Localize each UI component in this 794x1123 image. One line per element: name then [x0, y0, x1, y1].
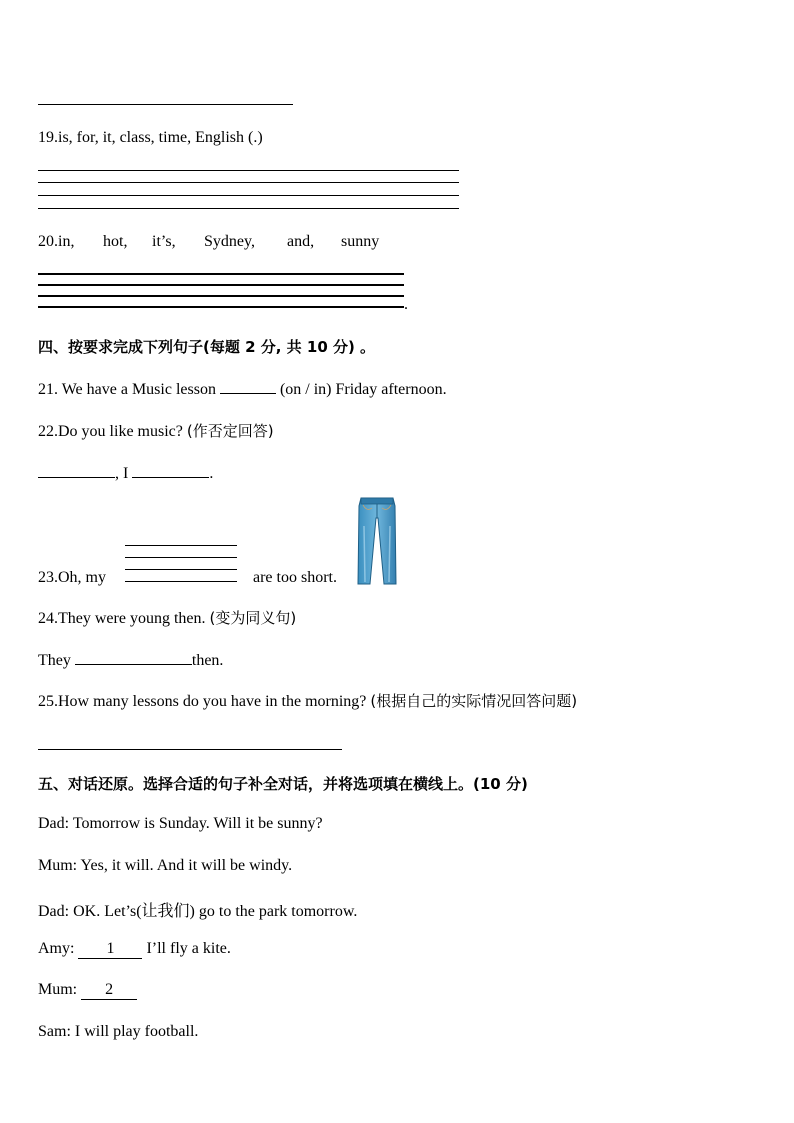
answer-line — [38, 273, 404, 275]
answer-line-18[interactable] — [38, 104, 293, 105]
q21-blank[interactable] — [220, 378, 276, 394]
utterance: OK. Let’s(让我们) go to the park tomorrow. — [73, 903, 358, 920]
answer-line — [125, 581, 237, 582]
dialogue-line — [38, 981, 137, 1000]
q25-hint: (根据自己的实际情况回答问题) — [370, 692, 578, 710]
q22-end: . — [209, 465, 214, 482]
question-19: 19.is, for, it, class, time, English (.) — [38, 129, 263, 146]
q21-post: (on / in) Friday afternoon. — [279, 381, 447, 398]
word: it’s, — [152, 233, 176, 250]
dialogue-line — [38, 940, 231, 959]
q22-comma: , — [115, 465, 119, 482]
q22-blank-2[interactable] — [132, 462, 209, 478]
answer-line — [38, 170, 459, 171]
speaker: Mum: — [38, 857, 78, 874]
speaker: Sam: — [38, 1023, 71, 1040]
speaker: Dad: — [38, 903, 70, 920]
word: Sydney, — [204, 233, 255, 250]
word: 20.in, — [38, 233, 75, 250]
word: and, — [287, 233, 315, 250]
section-4-heading: 四、按要求完成下列句子(每题 2 分, 共 10 分) 。 — [38, 338, 376, 356]
answer-line — [125, 545, 237, 546]
jeans-icon — [356, 496, 398, 586]
answer-line — [38, 284, 404, 286]
q22-blank-1[interactable] — [38, 462, 115, 478]
blank-1[interactable]: 1 — [78, 940, 142, 959]
answer-line — [38, 195, 459, 196]
end-mark: . — [404, 296, 408, 313]
answer-line-25[interactable] — [38, 749, 342, 750]
q24-post: then. — [191, 652, 224, 669]
blank-2[interactable]: 2 — [81, 981, 137, 1000]
speaker: Dad: — [38, 815, 70, 832]
dialogue-line — [38, 1023, 198, 1041]
q24-pre: They — [38, 652, 71, 669]
q22-I: I — [123, 465, 129, 482]
q21-pre: 21. We have a Music lesson — [38, 381, 216, 398]
question-21 — [38, 378, 447, 399]
answer-22 — [38, 462, 213, 483]
speaker: Amy: — [38, 940, 75, 957]
q24-hint: (变为同义句) — [209, 609, 297, 627]
answer-line — [125, 557, 237, 558]
utterance: Yes, it will. And it will be windy. — [80, 857, 293, 874]
q22-text: 22.Do you like music? — [38, 423, 183, 440]
answer-line — [38, 182, 459, 183]
answer-line — [38, 208, 459, 209]
speaker: Mum: — [38, 981, 78, 998]
question-20 — [38, 233, 379, 251]
dialogue-line — [38, 898, 357, 921]
utterance: Tomorrow is Sunday. Will it be sunny? — [72, 815, 323, 832]
q22-hint: (作否定回答) — [186, 422, 274, 440]
q25-text: 25.How many lessons do you have in the morning? — [38, 693, 367, 710]
question-24 — [38, 607, 296, 628]
q24-blank[interactable] — [75, 649, 192, 665]
utterance: I will play football. — [74, 1023, 199, 1040]
question-22 — [38, 420, 274, 441]
q23-post: are too short. — [253, 569, 337, 586]
word: sunny — [341, 233, 380, 250]
question-25 — [38, 690, 577, 711]
q23-pre: 23.Oh, my — [38, 569, 106, 586]
answer-line — [38, 295, 404, 297]
answer-line — [125, 569, 237, 570]
word: hot, — [103, 233, 128, 250]
dialogue-line — [38, 815, 323, 833]
answer-24 — [38, 649, 223, 670]
section-5-heading: 五、对话还原。选择合适的句子补全对话，并将选项填在横线上。(10 分) — [38, 775, 528, 793]
dialogue-line — [38, 857, 292, 875]
answer-line — [38, 306, 404, 308]
utterance: I’ll fly a kite. — [146, 940, 231, 957]
q24-text: 24.They were young then. — [38, 610, 206, 627]
